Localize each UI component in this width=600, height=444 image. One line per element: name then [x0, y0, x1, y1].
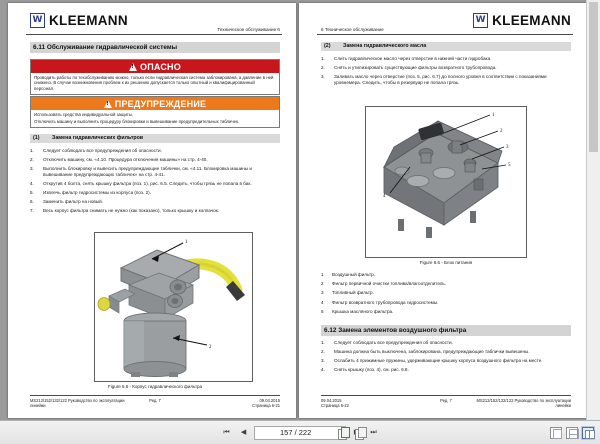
paste-pages-icon[interactable] [355, 427, 367, 439]
viewer-toolbar [0, 420, 600, 444]
list-item-text: Слить гидравлическое масло через отверстие в нижней части гидробака. [334, 56, 492, 61]
list-item-text: Открутив 4 болта, снять крышку фильтра (поз. 1), рис. 6.5. Следить, чтобы грязь не попала в бак. [43, 180, 252, 186]
document-page-right[interactable] [299, 3, 587, 418]
header-rule-right [317, 34, 573, 35]
header-rule-left [26, 34, 282, 35]
footer-page-number: Страница 6-21 [252, 403, 280, 408]
subsection-heading-1 [30, 134, 280, 143]
list-item-text: Фильтр первичной очистки топлива/влагоотделитель. [332, 281, 447, 287]
document-page-left[interactable] [8, 3, 296, 418]
list-item-text: Весь корпус фильтра снимать не нужно (как показано), только крышку и колпачок. [43, 207, 219, 213]
warning-notice-body [31, 110, 279, 127]
list-item: 2. Снять и утилизировать существующие фильтры возвратного трубопровода. [321, 65, 571, 71]
list-item: 3. Ослабить 4 прижимные пружины, удерживающие крышку корпуса воздушного фильтра на месте. [321, 358, 571, 364]
power-unit-illustration [366, 107, 526, 257]
subsection-title: Замена гидравлического масла [343, 43, 427, 50]
list-item-text: Выполнить блокировку и вывесить предупреждающие таблички, см. «4.11. Блокировка машины и вывешивание предупреждающих табличек» на стр. 4-41. [43, 165, 252, 177]
list-item: 4 Фильтр возвратного трубопровода гидросистемы. [321, 300, 571, 306]
procedure-list-left [30, 148, 280, 217]
last-page-button[interactable]: ⏭ [367, 426, 380, 440]
list-item: 1. Слить гидравлическое масло через отверстие в нижней части гидробака. [321, 56, 571, 62]
view-mode-group [550, 427, 594, 439]
list-item-text: Извлечь фильтр гидросистемы из корпуса (поз. 2). [43, 189, 151, 195]
footer-date: 09.04.2015 [259, 398, 280, 403]
danger-notice [30, 59, 280, 95]
single-page-view-icon[interactable] [550, 427, 562, 439]
kleemann-logo-mark-icon: W [473, 13, 488, 28]
figure-callout-1: 1 [185, 240, 188, 245]
page-navigation-group [0, 426, 600, 440]
page-number-input[interactable] [254, 426, 346, 440]
list-item: 3. Выполнить блокировку и вывесить предупреждающие таблички, см. «4.11. Блокировка машины и вывешивание предупреждающих табличек» на стр. 4-41. [30, 166, 280, 178]
list-item-text: Ослабить 4 прижимные пружины, удерживающие крышку корпуса воздушного фильтра на месте. [334, 357, 543, 363]
footer-revision: Ред. 7 [149, 398, 161, 403]
footer-revision: Ред. 7 [440, 398, 452, 403]
list-item: 5. Извлечь фильтр гидросистемы из корпуса (поз. 2). [30, 190, 280, 196]
list-item: 4. Открутив 4 болта, снять крышку фильтра (поз. 1), рис. 6.5. Следить, чтобы грязь не попала в бак. [30, 181, 280, 187]
first-page-button[interactable]: ⏮ [220, 426, 233, 440]
footer-date-page [321, 398, 349, 408]
list-item-text: Заливать масло через отверстие (поз. 5, рис. 6.7) до полного уровня в соответствии с показаниями уровнемера. Следить, чтобы в резервуар не попала грязь. [334, 73, 547, 85]
copy-pages-icon[interactable] [338, 427, 350, 439]
figure-power-unit [365, 106, 527, 258]
danger-notice-bar [31, 60, 279, 73]
figure-callout-1: 1 [492, 113, 495, 118]
figure-legend-list [321, 272, 571, 318]
list-item: 1. Следует соблюдать все предупреждения об опасности. [321, 340, 571, 346]
list-item-text: Топливный фильтр. [332, 290, 374, 296]
page-header-right [317, 13, 573, 35]
list-item: 3. Заливать масло через отверстие (поз. 5, рис. 6.7) до полного уровня в соответствии с показаниями уровнемера. Следить, чтобы в резервуар не попала грязь. [321, 74, 571, 86]
list-item: 1 Воздушный фильтр. [321, 272, 571, 278]
footer-date-page [252, 398, 280, 408]
footer-manual-id: MS212/152/132/122 Руководство по эксплуатации линейки [30, 398, 125, 408]
figure-caption-right: Figure 6.6 - Блок питания [419, 260, 473, 265]
warning-notice [30, 96, 280, 128]
list-item-text: Воздушный фильтр. [332, 272, 375, 277]
list-item-text: Машина должна быть выключена, заблокирована, предупреждающие таблички вывешены. [334, 348, 530, 354]
danger-text: Проводить работы по техобслуживанию можно, только если гидравлическая система заблокирована, а давление в ней снижено. В случае возникновения проблем к их решению допускается только опытный и квалифицированный персонал. [34, 75, 274, 91]
list-item: 2. Отключить машину, см. «4.10. Процедура отключения машины» на стр. 4-40. [30, 157, 280, 163]
warning-title: ПРЕДУПРЕЖДЕНИЕ [114, 98, 207, 109]
warning-notice-bar [31, 97, 279, 110]
subsection-heading-2 [321, 42, 571, 51]
list-item-text: Крышка масляного фильтра. [332, 308, 394, 314]
footer-date: 09.04.2015 [321, 398, 342, 403]
list-item: 1. Следует соблюдать все предупреждения об опасности. [30, 148, 280, 154]
list-item-text: Следует соблюдать все предупреждения об опасности. [334, 340, 453, 345]
page-header-left [26, 13, 282, 35]
figure-callout-5: 5 [508, 163, 511, 168]
list-item: 5 Крышка масляного фильтра. [321, 309, 571, 315]
list-item-text: Заменить фильтр на новый. [43, 198, 103, 204]
kleemann-wordmark: KLEEMANN [492, 13, 571, 28]
list-item-text: Снять крышку (поз. 4), см. рис. 6.8. [334, 366, 409, 372]
kleemann-logo-left [30, 13, 128, 28]
list-item: 7. Весь корпус фильтра снимать не нужно (как показано), только крышку и колпачок. [30, 208, 280, 214]
header-running-title-left: Техническое обслуживание 6 [217, 27, 280, 32]
two-page-view-icon[interactable] [582, 427, 594, 439]
footer-manual-id: MS212/152/132/122 Руководство по эксплуатации линейки [476, 398, 571, 408]
list-item: 2 Фильтр первичной очистки топлива/влагоотделитель. [321, 281, 571, 287]
figure-callout-4: 4 [383, 194, 386, 199]
procedure-list-right [321, 56, 571, 89]
hydraulic-filter-illustration [95, 233, 252, 381]
kleemann-logo-mark-icon: W [30, 13, 45, 28]
subsection-title: Замена гидравлических фильтров [52, 135, 144, 142]
figure-caption-left: Figure 6.5 - Корпус гидравлического фильтра [107, 384, 203, 389]
warning-text-1: Использовать средства индивидуальной защиты. [34, 112, 134, 117]
list-item-text: Следует соблюдать все предупреждения об опасности. [43, 148, 162, 153]
danger-notice-body [31, 73, 279, 94]
warning-triangle-icon [129, 63, 137, 71]
figure-callout-3: 3 [506, 145, 509, 150]
page-clipboard-group [338, 427, 367, 439]
page-number-value: 157 / 222 [280, 428, 312, 437]
subsection-number: (1) [33, 135, 40, 142]
figure-callout-2: 2 [209, 345, 212, 350]
list-item: 6. Заменить фильтр на новый. [30, 199, 280, 205]
warning-text-2: Отключить машину и выполнить процедуру блокировки и вывешивание предупредительных табличек. [34, 118, 240, 124]
list-item-text: Отключить машину, см. «4.10. Процедура отключения машины» на стр. 4-40. [43, 156, 208, 162]
kleemann-wordmark: KLEEMANN [49, 13, 128, 28]
list-item: 3 Топливный фильтр. [321, 290, 571, 296]
procedure-list-6-12 [321, 340, 571, 376]
list-item: 2. Машина должна быть выключена, заблокирована, предупреждающие таблички вывешены. [321, 349, 571, 355]
continuous-scroll-view-icon[interactable] [566, 427, 578, 439]
figure-callout-2: 2 [500, 129, 503, 134]
figure-hydraulic-filter-housing [94, 232, 253, 382]
warning-triangle-icon [104, 100, 112, 108]
list-item: 4. Снять крышку (поз. 4), см. рис. 6.8. [321, 367, 571, 373]
vertical-scrollbar-thumb[interactable] [589, 2, 598, 152]
subsection-number: (2) [324, 43, 331, 50]
danger-title: ОПАСНО [140, 61, 181, 72]
list-item-text: Фильтр возвратного трубопровода гидросистемы. [332, 299, 439, 305]
footer-page-number: Страница 6-22 [321, 403, 349, 408]
header-running-title-right: 6 Техническое обслуживание [321, 27, 384, 32]
vertical-scrollbar[interactable] [586, 0, 600, 421]
list-item-text: Снять и утилизировать существующие фильтры возвратного трубопровода. [334, 64, 497, 70]
section-heading-6-12: 6.12 Замена элементов воздушного фильтра [321, 325, 571, 336]
kleemann-logo-right [473, 13, 571, 28]
previous-page-button[interactable]: ◀ [237, 426, 250, 440]
page-footer-right [321, 395, 571, 414]
page-footer-left [30, 395, 280, 414]
section-heading-6-11: 6.11 Обслуживание гидравлической системы [30, 42, 280, 53]
